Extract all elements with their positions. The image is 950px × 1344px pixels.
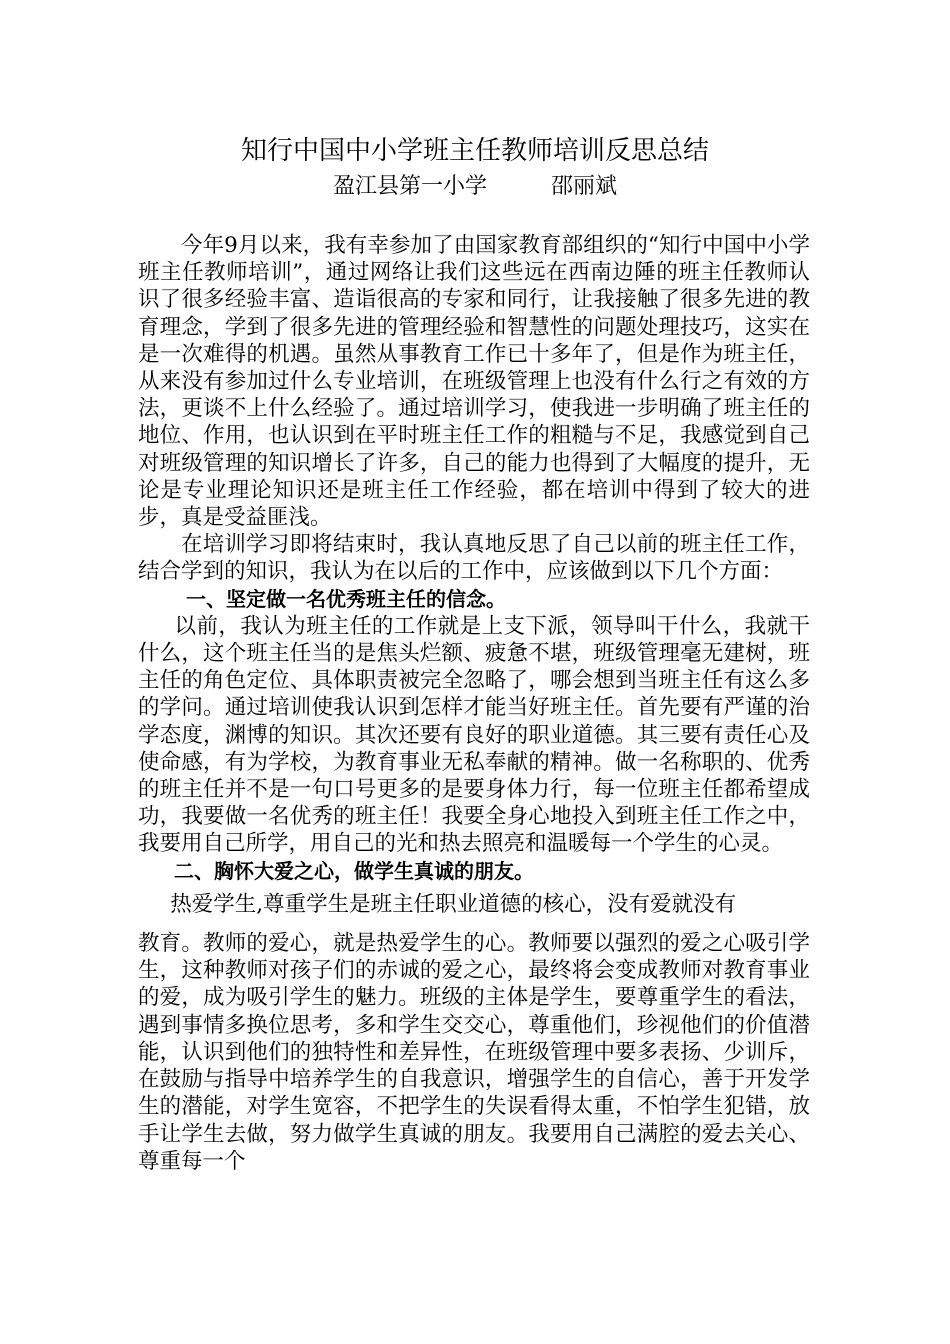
paragraph: 教育。教师的爱心，就是热爱学生的心。教师要以强烈的爱之心吸引学生，这种教师对孩子们的赤诚的爱之心，最终将会变成教师对教育事业的爱，成为吸引学生的魅力。班级的主体是学生，要尊重学生的看法，遇到事情多换位思考，多和学生交交心，尊重他们，珍视他们的价值潜能，认识到他们的独特性和差异性，在班级管理中要多表扬、少训斥，在鼓励与指导中培养学生的自我意识，增强学生的自信心，善于开发学生的潜能，对学生宽容，不把学生的失误看得太重，不怕学生犯错，放手让学生去做，努力做学生真诚的朋友。我要用自己满腔的爱去关心、尊重每一个 <box>138 931 810 1174</box>
section-heading: 二、胸怀大爱之心，做学生真诚的朋友。 <box>174 858 534 883</box>
document-body <box>138 232 810 1175</box>
byline <box>0 172 950 202</box>
page-title: 知行中国中小学班主任教师培训反思总结 <box>240 136 709 166</box>
section-heading: 一、坚定做一名优秀班主任的信念。 <box>186 586 506 611</box>
author-name: 邵丽斌 <box>551 174 618 199</box>
paragraph: 在培训学习即将结束时，我认真地反思了自己以前的班主任工作，结合学到的知识，我认为在以后的工作中，应该做到以下几个方面： <box>138 532 810 585</box>
paragraph: 今年9月以来，我有幸参加了由国家教育部组织的“知行中国中小学班主任教师培训”，通过网络让我们这些远在西南边陲的班主任教师认识了很多经验丰富、造诣很高的专家和同行，让我接触了很多先进的教育理念，学到了很多先进的管理经验和智慧性的问题处理技巧，这实在是一次难得的机遇。虽然从事教育工作已十多年了，但是作为班主任，从来没有参加过什么专业培训，在班级管理上也没有什么行之有效的方法，更谈不上什么经验了。通过培训学习，使我进一步明确了班主任的地位、作用，也认识到在平时班主任工作的粗糙与不足，我感觉到自己对班级管理的知识增长了许多，自己的能力也得到了大幅度的提升，无论是专业理论知识还是班主任工作经验，都在培训中得到了较大的进步，真是受益匪浅。 <box>138 233 810 531</box>
paragraph: 以前，我认为班主任的工作就是上支下派，领导叫干什么，我就干什么，这个班主任当的是焦头烂额、疲惫不堪，班级管理毫无建树，班主任的角色定位、具体职责被完全忽略了，哪会想到当班主任有这么多的学问。通过培训使我认识到怎样才能当好班主任。首先要有严谨的治学态度，渊博的知识。其次还要有良好的职业道德。其三要有责任心及使命感，有为学校，为教育事业无私奉献的精神。做一名称职的、优秀的班主任并不是一句口号更多的是要身体力行，每一位班主任都希望成功，我要做一名优秀的班主任！我要全身心地投入到班主任工作之中，我要用自己所学，用自己的光和热去照亮和温暖每一个学生的心灵。 <box>138 613 810 857</box>
paragraph: 热爱学生,尊重学生是班主任职业道德的核心，没有爱就没有 <box>170 891 737 917</box>
school-name: 盈江县第一小学 <box>332 174 487 199</box>
